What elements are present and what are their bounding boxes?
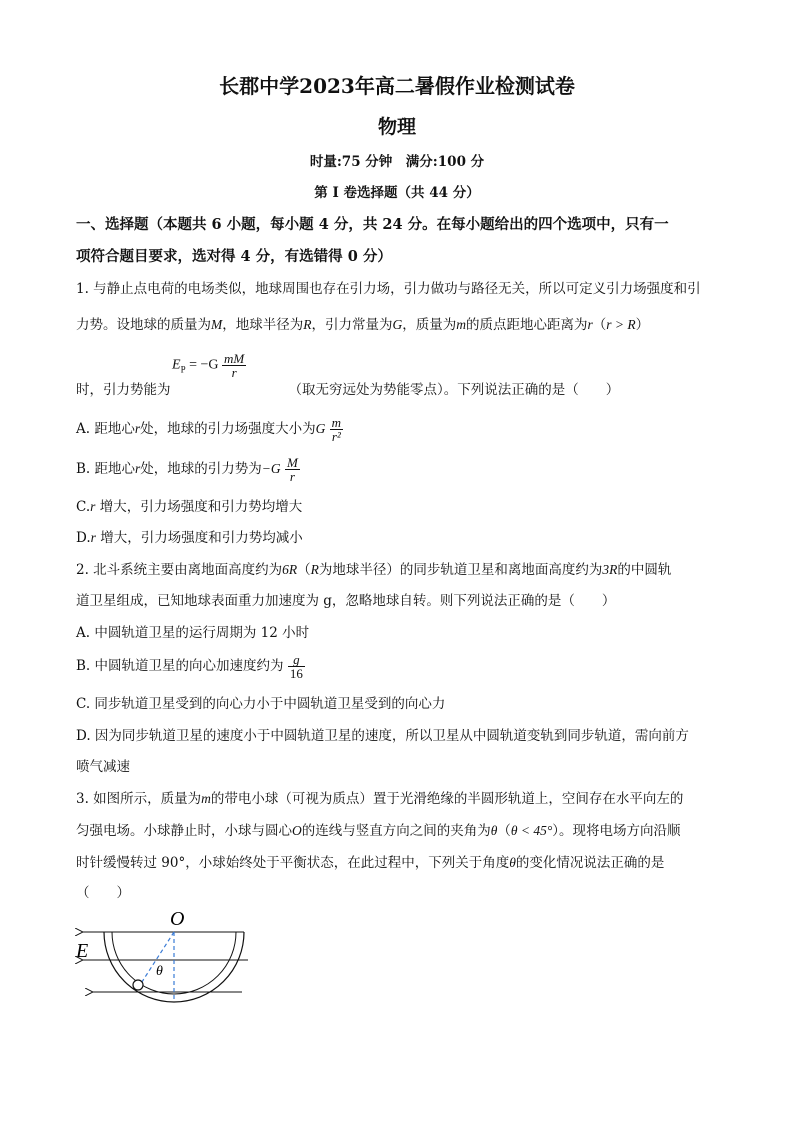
q2-option-c: C. 同步轨道卫星受到的向心力小于中圆轨道卫星受到的向心力 bbox=[76, 696, 446, 712]
exam-title: 长郡中学2023年高二暑假作业检测试卷 bbox=[219, 74, 575, 98]
q2-line2: 道卫星组成，已知地球表面重力加速度为 g，忽略地球自转。则下列说法正确的是（ ） bbox=[76, 593, 616, 609]
q1-line1: 1. 与静止点电荷的电场类似，地球周围也存在引力场，引力做功与路径无关，所以可定义引力场强度和引 bbox=[76, 281, 701, 297]
q2-option-a: A. 中圆轨道卫星的运行周期为 12 小时 bbox=[76, 625, 310, 641]
q1-option-d: D.r 增大，引力场强度和引力势均减小 bbox=[76, 530, 303, 546]
q1-potential-energy-formula: $E_P = -G$ $\frac{mM}{r}$ bbox=[172, 351, 245, 380]
q1-option-b: B. 距地心r处，地球的引力势为−G $\frac{M}{r}$ bbox=[76, 455, 298, 484]
q3-line1: 3. 如图所示，质量为m的带电小球（可视为质点）置于光滑绝缘的半圆形轨道上，空间存在水平向左的 bbox=[76, 791, 684, 807]
volume-title: 第 I 卷选择题（共 44 分） bbox=[314, 185, 480, 201]
q2-option-d-line2: 喷气减速 bbox=[76, 759, 130, 775]
q1-option-a: A. 距地心r处，地球的引力场强度大小为G $\frac{m}{\text{r²}}$ bbox=[76, 415, 342, 444]
q1-line3: 时，引力势能为 （取无穷远处为势能零点）。下列说法正确的是（ ） bbox=[76, 382, 620, 398]
q2-option-b: B. 中圆轨道卫星的向心加速度约为 $\frac{g}{16}$ bbox=[76, 652, 303, 681]
label-E: E bbox=[76, 940, 89, 962]
charged-ball bbox=[133, 980, 143, 990]
q1-line2: 力势。设地球的质量为M，地球半径为R，引力常量为G，质量为m的质点距地心距离为r（r > R） bbox=[76, 317, 650, 333]
subject-title: 物理 bbox=[377, 116, 416, 138]
q1-option-c: C.r 增大，引力场强度和引力势均增大 bbox=[76, 499, 303, 515]
label-theta: θ bbox=[156, 964, 163, 979]
section-heading-line1: 一、选择题（本题共 6 小题，每小题 4 分，共 24 分。在每小题给出的四个选项中，只有一 bbox=[76, 216, 669, 233]
q2-option-d-line1: D. 因为同步轨道卫星的速度小于中圆轨道卫星的速度，所以卫星从中圆轨道变轨到同步轨道，需向前方 bbox=[76, 728, 689, 744]
q2-line1: 2. 北斗系统主要由离地面高度约为6R（R为地球半径）的同步轨道卫星和离地面高度约为3R的中圆轨 bbox=[76, 562, 672, 578]
q3-line4: （ ） bbox=[76, 885, 130, 901]
q3-line3: 时针缓慢转过 90°，小球始终处于平衡状态，在此过程中，下列关于角度θ的变化情况说法正确的是 bbox=[76, 855, 665, 871]
label-O: O bbox=[170, 908, 185, 930]
q3-semicircle-figure bbox=[70, 905, 260, 1005]
q3-line2: 匀强电场。小球静止时，小球与圆心O的连线与竖直方向之间的夹角为θ（θ < 45°）。现将电场方向沿顺 bbox=[76, 823, 681, 839]
time-score-info: 时量:75 分钟 满分:100 分 bbox=[309, 154, 485, 170]
section-heading-line2: 项符合题目要求，选对得 4 分，有选错得 0 分） bbox=[76, 248, 392, 265]
